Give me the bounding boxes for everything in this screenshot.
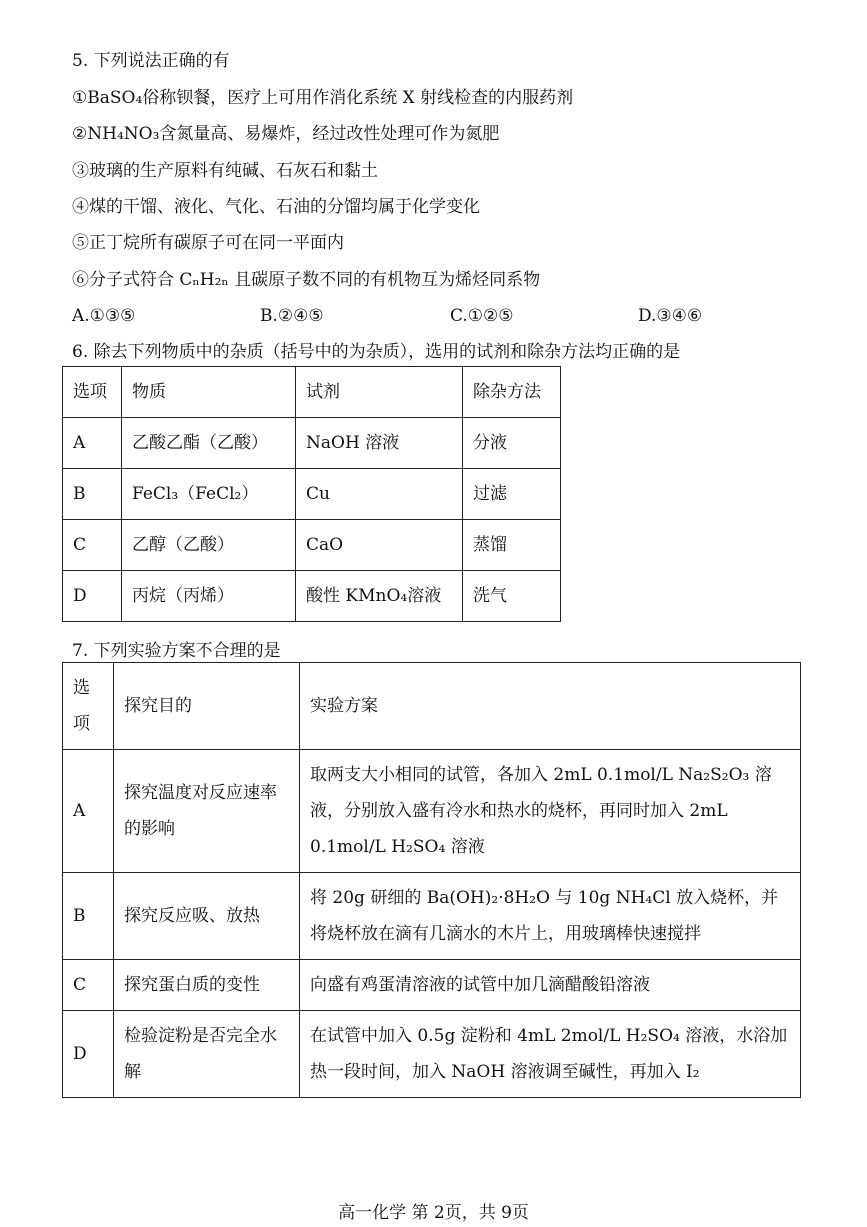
table-cell: 蒸馏 bbox=[463, 520, 561, 571]
table-cell: 酸性 KMnO₄溶液 bbox=[296, 571, 463, 622]
q5-option-c: C.①②⑤ bbox=[450, 306, 514, 326]
table-cell: 取两支大小相同的试管，各加入 2mL 0.1mol/L Na₂S₂O₃ 溶液，分别放入盛有冷水和热水的烧杯，再同时加入 2mL 0.1mol/L H₂SO₄ 溶液 bbox=[300, 750, 801, 873]
q5-item-1: ①BaSO₄俗称钡餐，医疗上可用作消化系统 X 射线检查的内服药剂 bbox=[72, 88, 574, 108]
q5-item-6: ⑥分子式符合 CₙH₂ₙ 且碳原子数不同的有机物互为烯烃同系物 bbox=[72, 270, 541, 290]
table-cell: 过滤 bbox=[463, 469, 561, 520]
table-row bbox=[63, 960, 801, 1011]
q6-table bbox=[62, 366, 561, 622]
table-cell: C bbox=[63, 960, 114, 1011]
table-row bbox=[63, 520, 561, 571]
q5-option-d: D.③④⑥ bbox=[638, 306, 703, 326]
table-cell: 将 20g 研细的 Ba(OH)₂·8H₂O 与 10g NH₄Cl 放入烧杯，并将烧杯放在滴有几滴水的木片上，用玻璃棒快速搅拌 bbox=[300, 873, 801, 960]
table-cell: FeCl₃（FeCl₂） bbox=[122, 469, 296, 520]
table-cell: Cu bbox=[296, 469, 463, 520]
table-row bbox=[63, 1011, 801, 1098]
table-cell: A bbox=[63, 418, 122, 469]
table-cell: 乙醇（乙酸） bbox=[122, 520, 296, 571]
header-cell: 选项 bbox=[63, 663, 114, 750]
header-cell: 选项 bbox=[63, 367, 122, 418]
table-cell: D bbox=[63, 571, 122, 622]
q5-title: 5. 下列说法正确的有 bbox=[72, 51, 230, 71]
table-cell: 分液 bbox=[463, 418, 561, 469]
q5-item-2: ②NH₄NO₃含氮量高、易爆炸，经过改性处理可作为氮肥 bbox=[72, 124, 500, 144]
q5-item-3: ③玻璃的生产原料有纯碱、石灰石和黏土 bbox=[72, 161, 378, 181]
q5-options bbox=[72, 306, 772, 328]
q7-title: 7. 下列实验方案不合理的是 bbox=[72, 641, 281, 661]
table-cell: NaOH 溶液 bbox=[296, 418, 463, 469]
header-cell: 物质 bbox=[122, 367, 296, 418]
q5-item-5: ⑤正丁烷所有碳原子可在同一平面内 bbox=[72, 233, 344, 253]
table-cell: 探究蛋白质的变性 bbox=[114, 960, 300, 1011]
table-cell: B bbox=[63, 469, 122, 520]
table-row bbox=[63, 873, 801, 960]
table-cell: 检验淀粉是否完全水解 bbox=[114, 1011, 300, 1098]
q7-table bbox=[62, 662, 801, 1098]
table-header-row bbox=[63, 663, 801, 750]
table-cell: B bbox=[63, 873, 114, 960]
header-cell: 试剂 bbox=[296, 367, 463, 418]
table-cell: 在试管中加入 0.5g 淀粉和 4mL 2mol/L H₂SO₄ 溶液，水浴加热一段时间，加入 NaOH 溶液调至碱性，再加入 I₂ bbox=[300, 1011, 801, 1098]
table-row bbox=[63, 469, 561, 520]
table-cell: A bbox=[63, 750, 114, 873]
table-cell: 洗气 bbox=[463, 571, 561, 622]
table-cell: 探究温度对反应速率的影响 bbox=[114, 750, 300, 873]
header-cell: 实验方案 bbox=[300, 663, 801, 750]
q6-title: 6. 除去下列物质中的杂质（括号中的为杂质），选用的试剂和除杂方法均正确的是 bbox=[72, 342, 681, 362]
header-cell: 探究目的 bbox=[114, 663, 300, 750]
table-cell: 向盛有鸡蛋清溶液的试管中加几滴醋酸铅溶液 bbox=[300, 960, 801, 1011]
table-cell: CaO bbox=[296, 520, 463, 571]
header-cell: 除杂方法 bbox=[463, 367, 561, 418]
table-cell: C bbox=[63, 520, 122, 571]
table-row bbox=[63, 418, 561, 469]
table-cell: 丙烷（丙烯） bbox=[122, 571, 296, 622]
page-footer: 高一化学 第 2页，共 9页 bbox=[338, 1203, 529, 1223]
table-row bbox=[63, 750, 801, 873]
table-cell: 探究反应吸、放热 bbox=[114, 873, 300, 960]
table-row bbox=[63, 571, 561, 622]
q5-option-a: A.①③⑤ bbox=[72, 306, 136, 326]
q5-option-b: B.②④⑤ bbox=[260, 306, 324, 326]
q5-item-4: ④煤的干馏、液化、气化、石油的分馏均属于化学变化 bbox=[72, 197, 480, 217]
table-cell: 乙酸乙酯（乙酸） bbox=[122, 418, 296, 469]
table-header-row bbox=[63, 367, 561, 418]
table-cell: D bbox=[63, 1011, 114, 1098]
